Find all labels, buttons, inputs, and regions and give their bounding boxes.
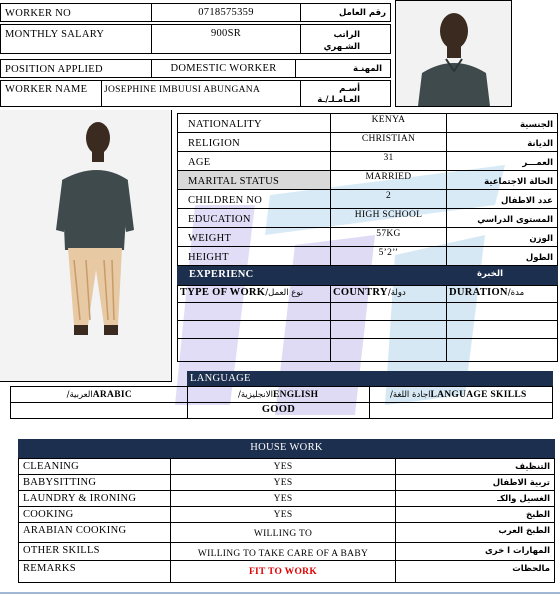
housework-ar: المهارات ا خرى (395, 542, 555, 561)
housework-value: YES (170, 490, 396, 507)
experience-empty-cell (446, 320, 558, 339)
detail-label: EDUCATION (177, 208, 331, 228)
detail-ar: الجنسية (446, 113, 558, 133)
detail-value: CHRISTIAN (330, 132, 447, 152)
housework-label: CLEANING (18, 458, 171, 475)
language-arabic-cell: /العربيةARABIC (10, 386, 188, 403)
language-arabic-level (10, 402, 188, 419)
experience-empty-cell (177, 338, 331, 362)
housework-label: BABYSITTING (18, 474, 171, 491)
housework-label: REMARKS (18, 560, 171, 583)
detail-value: MARRIED (330, 170, 447, 190)
housework-ar: الطبخ العرب (395, 522, 555, 543)
housework-value: FIT TO WORK (170, 560, 396, 583)
housework-value: YES (170, 458, 396, 475)
detail-ar: المستوى الدراسي (446, 208, 558, 228)
housework-ar: تربية الاطفال (395, 474, 555, 491)
housework-header: HOUSE WORK (18, 439, 555, 458)
worker-no-value: 0718575359 (151, 3, 301, 22)
language-english-level: GOOD (187, 402, 370, 419)
salary-ar: الراتب الشـهري (300, 24, 391, 54)
detail-value: HIGH SCHOOL (330, 208, 447, 228)
housework-value: WILLING TO TAKE CARE OF A BABY (170, 542, 396, 561)
position-label: POSITION APPLIED (0, 59, 152, 78)
experience-empty-cell (177, 320, 331, 339)
detail-value: 57KG (330, 227, 447, 247)
name-label: WORKER NAME (0, 80, 102, 107)
worker-no-ar: رقم العامل (300, 3, 391, 22)
position-ar: المهنـة (295, 59, 391, 78)
detail-value: 31 (330, 151, 447, 171)
experience-empty-cell (177, 302, 331, 321)
detail-label: NATIONALITY (177, 113, 331, 133)
detail-label: MARITAL STATUS (177, 170, 331, 190)
footer-divider (0, 592, 560, 594)
experience-col-type: TYPE OF WORK/نوع العمل (177, 285, 331, 303)
name-ar: أسـم العـامـلـ/ـة (300, 80, 391, 107)
detail-label: CHILDREN NO (177, 189, 331, 209)
experience-header: EXPERIENC الخبرة (177, 266, 558, 285)
position-value: DOMESTIC WORKER (151, 59, 296, 78)
experience-col-country: COUNTRY/دولة (330, 285, 447, 303)
salary-value: 900SR (151, 24, 301, 54)
language-skills-cell: /اجادة اللغةLANGUAGE SKILLS (369, 386, 553, 403)
language-header: LANGUAGE (187, 371, 553, 387)
worker-headshot-photo (395, 0, 512, 107)
housework-ar: الغسيل والكـ (395, 490, 555, 507)
housework-ar: التنظيف (395, 458, 555, 475)
detail-ar: العمـــر (446, 151, 558, 171)
experience-empty-cell (330, 302, 447, 321)
language-english-cell: /الانجليزيةENGLISH (187, 386, 370, 403)
language-skills-level (369, 402, 553, 419)
housework-label: COOKING (18, 506, 171, 523)
housework-value: YES (170, 474, 396, 491)
experience-empty-cell (330, 338, 447, 362)
housework-value: WILLING TO (170, 522, 396, 543)
detail-ar: عدد الاطفال (446, 189, 558, 209)
worker-no-label: WORKER NO (0, 3, 152, 22)
housework-label: OTHER SKILLS (18, 542, 171, 561)
salary-label: MONTHLY SALARY (0, 24, 152, 54)
detail-value: 5’2’’ (330, 246, 447, 266)
housework-label: ARABIAN COOKING (18, 522, 171, 543)
experience-empty-cell (446, 302, 558, 321)
housework-label: LAUNDRY & IRONING (18, 490, 171, 507)
detail-label: WEIGHT (177, 227, 331, 247)
housework-ar: الطبخ (395, 506, 555, 523)
detail-ar: الطول (446, 246, 558, 266)
detail-value: 2 (330, 189, 447, 209)
detail-value: KENYA (330, 113, 447, 133)
detail-ar: الحالة الاجتماعية (446, 170, 558, 190)
detail-label: AGE (177, 151, 331, 171)
detail-ar: الديانة (446, 132, 558, 152)
experience-empty-cell (330, 320, 447, 339)
experience-empty-cell (446, 338, 558, 362)
housework-ar: مالحظات (395, 560, 555, 583)
detail-label: RELIGION (177, 132, 331, 152)
worker-full-body-photo (0, 110, 172, 382)
housework-value: YES (170, 506, 396, 523)
experience-col-duration: DURATION/مدة (446, 285, 558, 303)
detail-label: HEIGHT (177, 246, 331, 266)
detail-ar: الوزن (446, 227, 558, 247)
name-value: JOSEPHINE IMBUUSI ABUNGANA (101, 80, 301, 107)
